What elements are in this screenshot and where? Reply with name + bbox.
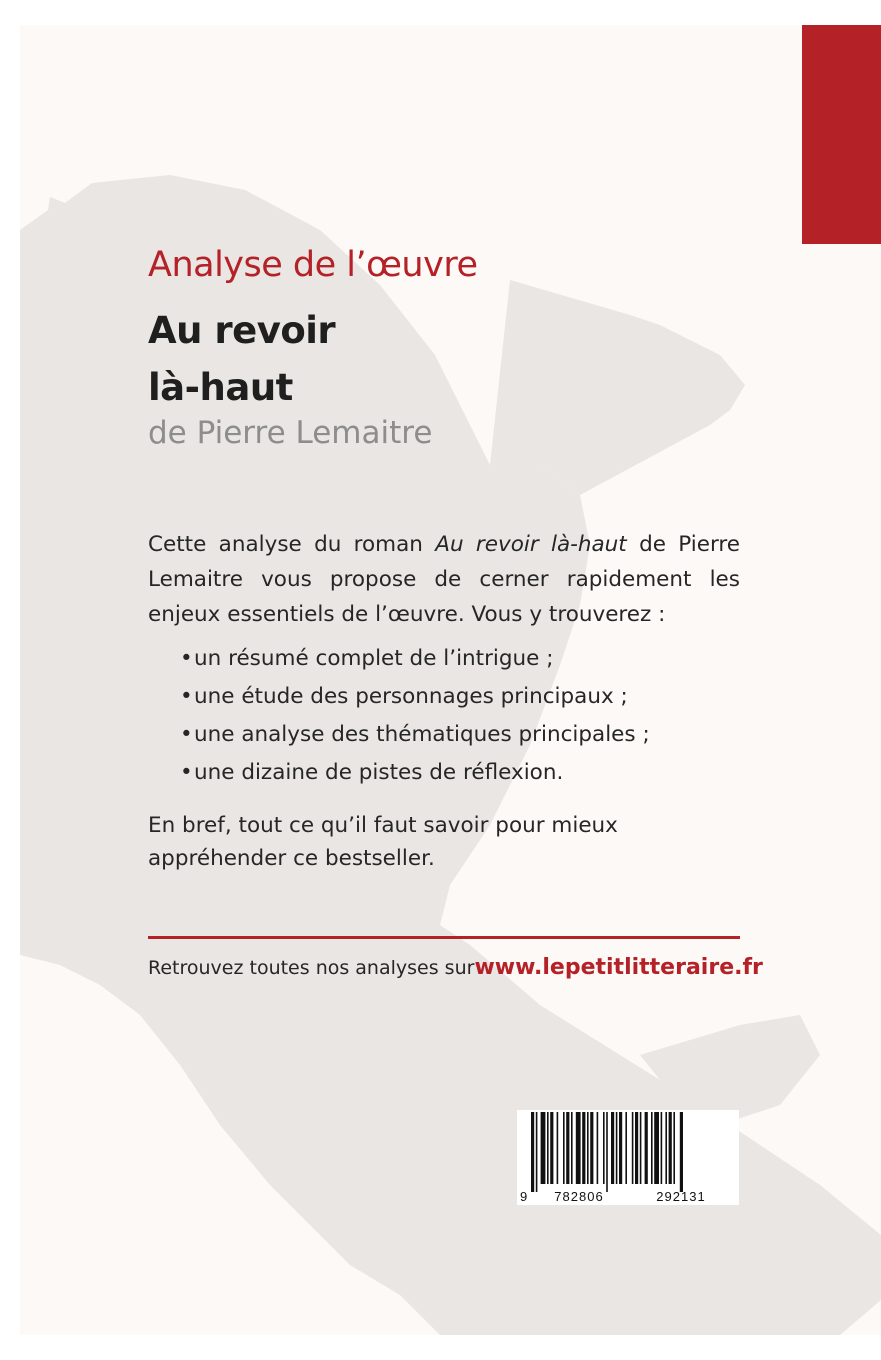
barcode-bar <box>611 1112 614 1184</box>
list-item: • une analyse des thématiques principales ; <box>194 716 650 754</box>
barcode-bar <box>603 1112 605 1184</box>
barcode-bar <box>566 1112 569 1184</box>
description-title-italic: Au revoir là-haut <box>435 532 627 557</box>
barcode-bar <box>651 1112 653 1184</box>
list-item: • une dizaine de pistes de réflexion. <box>194 754 650 792</box>
barcode-bar <box>563 1112 565 1184</box>
footer-text: Retrouvez toutes nos analyses sur <box>148 957 475 979</box>
footer-line <box>148 955 763 980</box>
barcode-digits-right: 292131 <box>656 1189 706 1204</box>
barcode-bar <box>616 1112 618 1184</box>
list-item: • un résumé complet de l’intrigue ; <box>194 640 650 678</box>
isbn-barcode <box>517 1110 739 1205</box>
book-title-line: là-haut <box>148 366 293 409</box>
description-text: de Pierre Lemaitre vous propose de cerner rapidement les enjeux essentiels de l’œuvre. Vous y trouverez : <box>148 532 741 627</box>
list-item: • une étude des personnages principaux ; <box>194 678 650 716</box>
barcode-bar <box>669 1112 672 1184</box>
barcode-bar <box>557 1112 559 1184</box>
red-divider <box>148 936 740 939</box>
barcode-bar <box>582 1112 585 1184</box>
barcode-bar <box>635 1112 638 1184</box>
book-title-line: Au revoir <box>148 309 336 352</box>
red-corner-tab <box>802 25 881 244</box>
barcode-bar <box>625 1112 627 1184</box>
barcode-bar <box>661 1112 663 1184</box>
back-cover <box>20 25 881 1335</box>
contents-list <box>194 640 650 792</box>
description-text: Cette analyse du roman <box>148 532 436 557</box>
barcode-bar <box>619 1112 622 1184</box>
barcode-bar <box>640 1112 642 1184</box>
barcode-bar <box>654 1112 659 1184</box>
barcode-bar <box>597 1112 599 1184</box>
series-kicker: Analyse de l’œuvre <box>148 245 478 285</box>
barcode-bar <box>680 1112 683 1192</box>
barcode-bar <box>571 1112 573 1184</box>
author-line: de Pierre Lemaitre <box>148 415 433 451</box>
barcode-digits-left: 782806 <box>554 1189 604 1204</box>
barcode-bar <box>665 1112 667 1184</box>
barcode-bar <box>550 1112 553 1184</box>
barcode-bar <box>536 1112 538 1192</box>
closing-paragraph: En bref, tout ce qu’il faut savoir pour mieux appréhender ce bestseller. <box>148 813 618 871</box>
barcode-bar <box>606 1112 608 1192</box>
website-link[interactable]: www.lepetitlitteraire.fr <box>474 955 763 980</box>
barcode-bar <box>590 1112 593 1184</box>
barcode-bar <box>645 1112 648 1184</box>
book-title <box>148 302 335 416</box>
barcode-bar <box>632 1112 634 1184</box>
barcode-bar <box>541 1112 546 1184</box>
barcode-bar <box>531 1112 534 1192</box>
description-paragraph <box>148 527 740 632</box>
barcode-bar <box>576 1112 581 1184</box>
barcode-bar <box>673 1112 675 1184</box>
barcode-bar <box>587 1112 589 1184</box>
barcode-bar <box>547 1112 549 1184</box>
barcode-first-digit: 9 <box>520 1189 528 1204</box>
